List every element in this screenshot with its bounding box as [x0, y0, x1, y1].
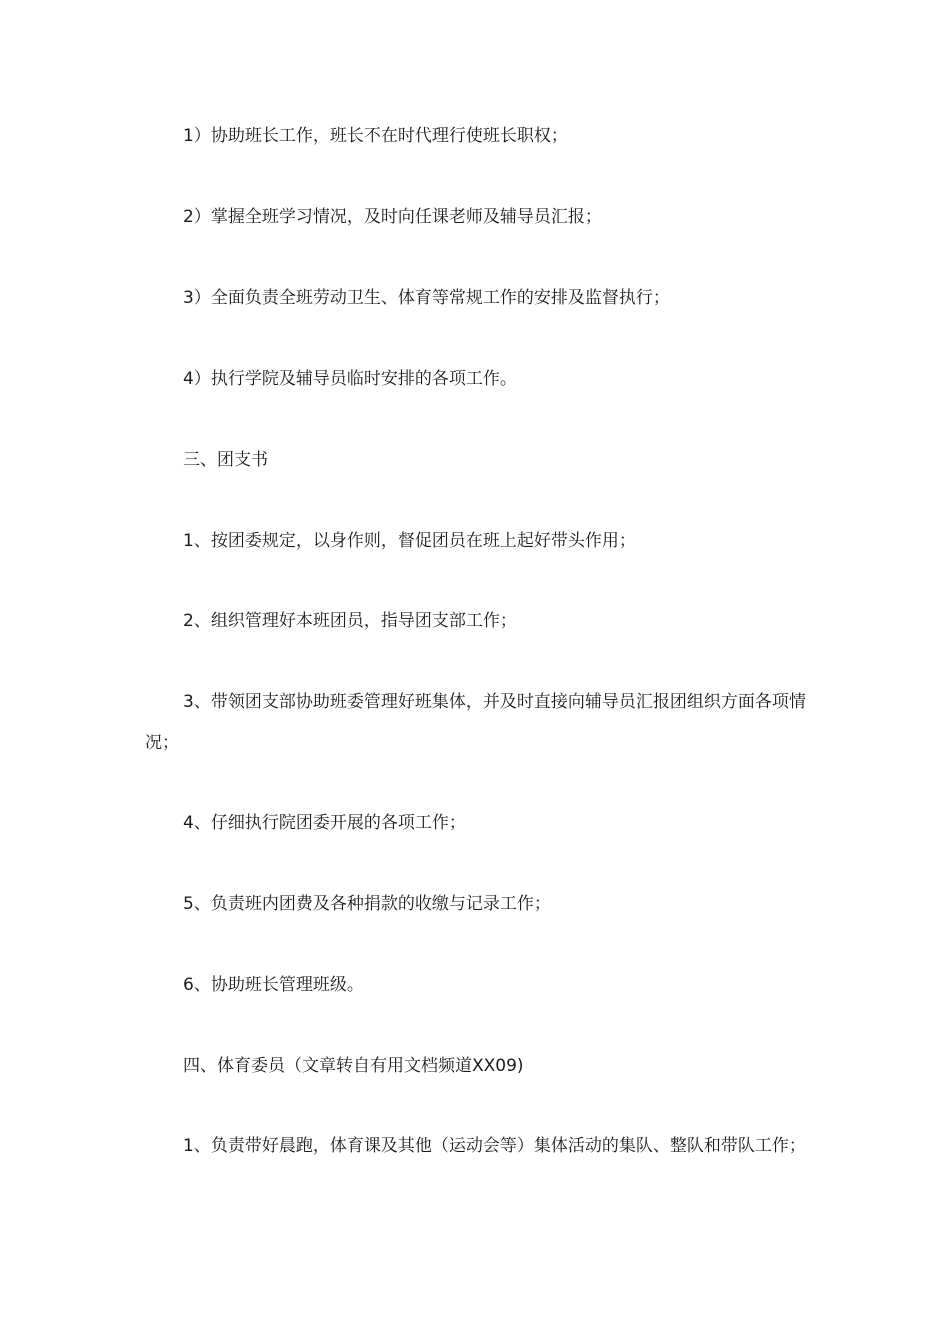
- paragraph-7: 3、带领团支部协助班委管理好班集体，并及时直接向辅导员汇报团组织方面各项情况；: [145, 692, 806, 753]
- paragraph-3: 3）全面负责全班劳动卫生、体育等常规工作的安排及监督执行；: [183, 288, 670, 308]
- paragraph-11: 1、负责带好晨跑，体育课及其他（运动会等）集体活动的集队、整队和带队工作；: [183, 1136, 806, 1156]
- paragraph-1: 1）协助班长工作，班长不在时代理行使班长职权；: [183, 126, 568, 146]
- paragraph-10: 6、协助班长管理班级。: [183, 975, 364, 995]
- paragraph-9: 5、负责班内团费及各种捐款的收缴与记录工作；: [183, 894, 551, 914]
- paragraph-4: 4）执行学院及辅导员临时安排的各项工作。: [183, 369, 517, 389]
- paragraph-2: 2）掌握全班学习情况，及时向任课老师及辅导员汇报；: [183, 207, 602, 227]
- section-heading-tuanzhishu: 三、团支书: [183, 450, 268, 470]
- paragraph-5: 1、按团委规定，以身作则，督促团员在班上起好带头作用；: [183, 531, 636, 551]
- paragraph-6: 2、组织管理好本班团员，指导团支部工作；: [183, 611, 517, 631]
- section-heading-tiyu: 四、体育委员（文章转自有用文档频道XX09): [183, 1056, 524, 1076]
- paragraph-8: 4、仔细执行院团委开展的各项工作；: [183, 813, 466, 833]
